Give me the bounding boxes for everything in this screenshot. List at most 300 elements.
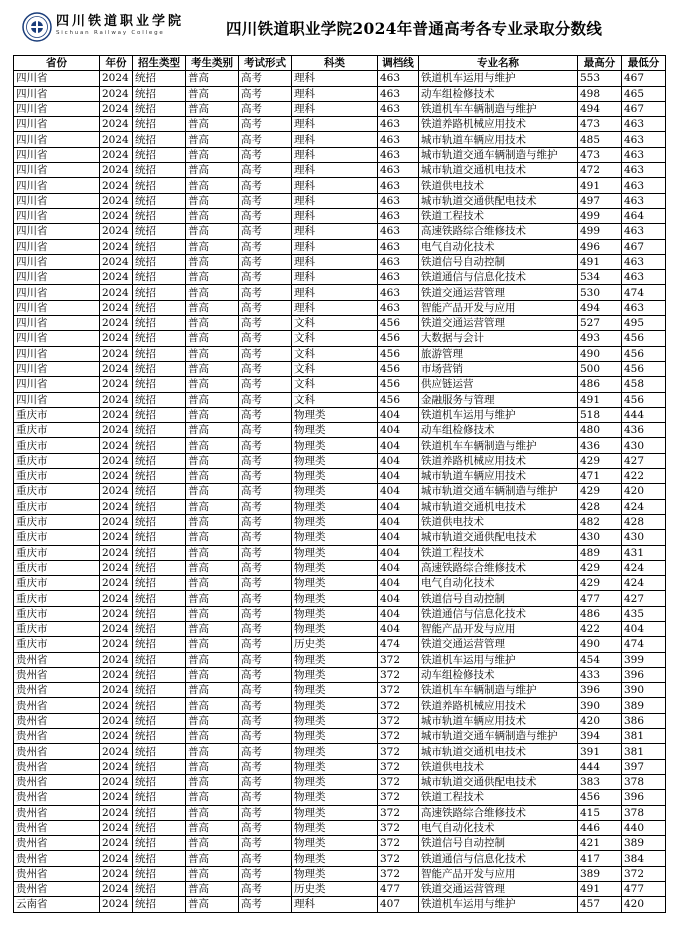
cell-student-category: 普高 [186,86,239,101]
table-row [14,744,666,759]
cell-enroll-type: 统招 [133,392,186,407]
cell-major-name: 铁道供电技术 [419,514,578,529]
cell-cutoff-line: 372 [378,683,419,698]
cell-year: 2024 [100,729,133,744]
table-row [14,423,666,438]
cell-subject-track: 理科 [292,254,378,269]
cell-exam-form: 高考 [239,621,292,636]
cell-enroll-type: 统招 [133,652,186,667]
cell-enroll-type: 统招 [133,163,186,178]
cell-subject-track: 理科 [292,86,378,101]
cell-province: 四川省 [14,361,100,376]
table-row [14,897,666,912]
table-row [14,407,666,422]
cell-max-score: 518 [578,407,622,422]
cell-subject-track: 理科 [292,239,378,254]
column-header-enroll-type: 招生类型 [133,56,186,71]
cell-exam-form: 高考 [239,423,292,438]
table-row [14,300,666,315]
cell-cutoff-line: 372 [378,729,419,744]
college-logo-icon [22,12,52,42]
cell-exam-form: 高考 [239,576,292,591]
cell-exam-form: 高考 [239,744,292,759]
cell-cutoff-line: 404 [378,606,419,621]
cell-major-name: 铁道养路机械应用技术 [419,698,578,713]
cell-enroll-type: 统招 [133,790,186,805]
cell-province: 贵州省 [14,820,100,835]
cell-year: 2024 [100,560,133,575]
table-row [14,667,666,682]
cell-province: 重庆市 [14,453,100,468]
cell-cutoff-line: 463 [378,163,419,178]
cell-enroll-type: 统招 [133,147,186,162]
cell-enroll-type: 统招 [133,698,186,713]
cell-enroll-type: 统招 [133,377,186,392]
cell-subject-track: 理科 [292,208,378,223]
column-header-max-score: 最高分 [578,56,622,71]
cell-min-score: 456 [622,346,666,361]
cell-major-name: 铁道交通运营管理 [419,316,578,331]
cell-year: 2024 [100,698,133,713]
cell-exam-form: 高考 [239,606,292,621]
cell-min-score: 378 [622,805,666,820]
cell-student-category: 普高 [186,392,239,407]
cell-year: 2024 [100,790,133,805]
cell-enroll-type: 统招 [133,438,186,453]
cell-province: 重庆市 [14,469,100,484]
cell-major-name: 智能产品开发与应用 [419,300,578,315]
table-row [14,147,666,162]
cell-min-score: 467 [622,239,666,254]
cell-major-name: 铁道信号自动控制 [419,836,578,851]
cell-enroll-type: 统招 [133,423,186,438]
cell-province: 四川省 [14,377,100,392]
cell-exam-form: 高考 [239,285,292,300]
cell-year: 2024 [100,361,133,376]
cell-major-name: 铁道机车车辆制造与维护 [419,683,578,698]
cell-major-name: 城市轨道交通机电技术 [419,499,578,514]
cell-student-category: 普高 [186,683,239,698]
cell-student-category: 普高 [186,790,239,805]
cell-subject-track: 物理类 [292,667,378,682]
cell-major-name: 铁道机车运用与维护 [419,897,578,912]
cell-min-score: 440 [622,820,666,835]
cell-subject-track: 物理类 [292,820,378,835]
cell-enroll-type: 统招 [133,484,186,499]
cell-exam-form: 高考 [239,224,292,239]
table-row [14,392,666,407]
cell-enroll-type: 统招 [133,637,186,652]
cell-max-score: 396 [578,683,622,698]
cell-year: 2024 [100,254,133,269]
cell-min-score: 463 [622,178,666,193]
cell-student-category: 普高 [186,774,239,789]
cell-min-score: 456 [622,331,666,346]
cell-year: 2024 [100,377,133,392]
cell-cutoff-line: 463 [378,300,419,315]
cell-exam-form: 高考 [239,86,292,101]
cell-cutoff-line: 404 [378,591,419,606]
cell-enroll-type: 统招 [133,132,186,147]
cell-province: 贵州省 [14,759,100,774]
table-row [14,713,666,728]
cell-province: 重庆市 [14,637,100,652]
cell-exam-form: 高考 [239,300,292,315]
cell-max-score: 383 [578,774,622,789]
cell-subject-track: 物理类 [292,774,378,789]
cell-enroll-type: 统招 [133,514,186,529]
table-row [14,866,666,881]
cell-max-score: 429 [578,453,622,468]
table-row [14,86,666,101]
cell-student-category: 普高 [186,361,239,376]
cell-student-category: 普高 [186,576,239,591]
cell-subject-track: 历史类 [292,637,378,652]
cell-province: 四川省 [14,178,100,193]
cell-major-name: 铁道工程技术 [419,790,578,805]
table-row [14,71,666,86]
cell-province: 贵州省 [14,698,100,713]
cell-exam-form: 高考 [239,652,292,667]
cell-major-name: 铁道信号自动控制 [419,254,578,269]
table-row [14,163,666,178]
cell-max-score: 429 [578,560,622,575]
cell-subject-track: 历史类 [292,882,378,897]
cell-cutoff-line: 463 [378,239,419,254]
cell-student-category: 普高 [186,652,239,667]
table-row [14,729,666,744]
cell-max-score: 500 [578,361,622,376]
cell-exam-form: 高考 [239,239,292,254]
cell-province: 四川省 [14,392,100,407]
cell-major-name: 高速铁路综合维修技术 [419,224,578,239]
cell-subject-track: 物理类 [292,514,378,529]
cell-province: 四川省 [14,147,100,162]
cell-student-category: 普高 [186,820,239,835]
cell-province: 重庆市 [14,606,100,621]
cell-subject-track: 理科 [292,300,378,315]
cell-max-score: 421 [578,836,622,851]
cell-cutoff-line: 463 [378,178,419,193]
cell-enroll-type: 统招 [133,346,186,361]
cell-max-score: 491 [578,178,622,193]
cell-min-score: 381 [622,729,666,744]
table-row [14,224,666,239]
cell-min-score: 474 [622,637,666,652]
cell-min-score: 463 [622,300,666,315]
cell-student-category: 普高 [186,331,239,346]
cell-max-score: 391 [578,744,622,759]
cell-year: 2024 [100,438,133,453]
cell-cutoff-line: 404 [378,621,419,636]
cell-province: 四川省 [14,132,100,147]
cell-min-score: 420 [622,897,666,912]
cell-major-name: 铁道通信与信息化技术 [419,606,578,621]
table-row [14,346,666,361]
cell-major-name: 铁道机车运用与维护 [419,652,578,667]
cell-year: 2024 [100,484,133,499]
cell-enroll-type: 统招 [133,729,186,744]
cell-subject-track: 理科 [292,71,378,86]
cell-student-category: 普高 [186,499,239,514]
cell-major-name: 城市轨道交通车辆制造与维护 [419,147,578,162]
cell-subject-track: 理科 [292,132,378,147]
cell-subject-track: 物理类 [292,576,378,591]
cell-year: 2024 [100,346,133,361]
cell-student-category: 普高 [186,239,239,254]
cell-year: 2024 [100,897,133,912]
cell-major-name: 铁道养路机械应用技术 [419,453,578,468]
cell-student-category: 普高 [186,866,239,881]
cell-enroll-type: 统招 [133,117,186,132]
cell-exam-form: 高考 [239,117,292,132]
cell-exam-form: 高考 [239,591,292,606]
cell-major-name: 铁道通信与信息化技术 [419,270,578,285]
cell-min-score: 458 [622,377,666,392]
cell-subject-track: 物理类 [292,560,378,575]
cell-student-category: 普高 [186,805,239,820]
table-row [14,851,666,866]
cell-max-score: 473 [578,117,622,132]
cell-min-score: 463 [622,270,666,285]
cell-cutoff-line: 474 [378,637,419,652]
cell-enroll-type: 统招 [133,285,186,300]
cell-year: 2024 [100,407,133,422]
cell-student-category: 普高 [186,132,239,147]
cell-year: 2024 [100,866,133,881]
cell-year: 2024 [100,270,133,285]
cell-major-name: 铁道信号自动控制 [419,591,578,606]
cell-exam-form: 高考 [239,101,292,116]
cell-cutoff-line: 477 [378,882,419,897]
cell-student-category: 普高 [186,316,239,331]
cell-year: 2024 [100,683,133,698]
cell-enroll-type: 统招 [133,667,186,682]
cell-enroll-type: 统招 [133,836,186,851]
table-row [14,530,666,545]
cell-min-score: 463 [622,147,666,162]
cell-cutoff-line: 404 [378,514,419,529]
cell-province: 云南省 [14,897,100,912]
cell-province: 四川省 [14,117,100,132]
cell-cutoff-line: 372 [378,790,419,805]
cell-max-score: 472 [578,163,622,178]
cell-enroll-type: 统招 [133,407,186,422]
cell-subject-track: 物理类 [292,683,378,698]
cell-min-score: 396 [622,667,666,682]
table-row [14,652,666,667]
cell-min-score: 463 [622,254,666,269]
cell-min-score: 435 [622,606,666,621]
cell-cutoff-line: 404 [378,560,419,575]
cell-exam-form: 高考 [239,514,292,529]
cell-subject-track: 物理类 [292,652,378,667]
cell-student-category: 普高 [186,423,239,438]
cell-enroll-type: 统招 [133,86,186,101]
cell-year: 2024 [100,132,133,147]
cell-max-score: 491 [578,392,622,407]
cell-province: 四川省 [14,163,100,178]
cell-max-score: 390 [578,698,622,713]
cell-province: 贵州省 [14,729,100,744]
cell-exam-form: 高考 [239,254,292,269]
cell-student-category: 普高 [186,163,239,178]
cell-province: 贵州省 [14,667,100,682]
cell-enroll-type: 统招 [133,713,186,728]
cell-subject-track: 理科 [292,178,378,193]
cell-min-score: 389 [622,698,666,713]
table-row [14,469,666,484]
cell-max-score: 534 [578,270,622,285]
cell-subject-track: 理科 [292,101,378,116]
cell-subject-track: 理科 [292,193,378,208]
cell-enroll-type: 统招 [133,851,186,866]
cell-year: 2024 [100,545,133,560]
cell-enroll-type: 统招 [133,254,186,269]
cell-cutoff-line: 463 [378,86,419,101]
table-row [14,637,666,652]
cell-min-score: 427 [622,591,666,606]
cell-student-category: 普高 [186,117,239,132]
cell-max-score: 436 [578,438,622,453]
cell-min-score: 422 [622,469,666,484]
cell-province: 贵州省 [14,713,100,728]
cell-cutoff-line: 463 [378,224,419,239]
cell-max-score: 493 [578,331,622,346]
cell-province: 贵州省 [14,790,100,805]
cell-student-category: 普高 [186,637,239,652]
cell-year: 2024 [100,805,133,820]
cell-exam-form: 高考 [239,637,292,652]
cell-min-score: 477 [622,882,666,897]
cell-cutoff-line: 372 [378,866,419,881]
cell-cutoff-line: 404 [378,530,419,545]
cell-exam-form: 高考 [239,377,292,392]
table-row [14,178,666,193]
cell-enroll-type: 统招 [133,882,186,897]
column-header-province: 省份 [14,56,100,71]
cell-cutoff-line: 463 [378,285,419,300]
cell-student-category: 普高 [186,300,239,315]
cell-min-score: 424 [622,499,666,514]
cell-province: 重庆市 [14,514,100,529]
cell-max-score: 499 [578,208,622,223]
cell-min-score: 430 [622,438,666,453]
cell-province: 贵州省 [14,836,100,851]
cell-max-score: 527 [578,316,622,331]
cell-min-score: 420 [622,484,666,499]
cell-cutoff-line: 407 [378,897,419,912]
cell-max-score: 496 [578,239,622,254]
table-row [14,254,666,269]
cell-exam-form: 高考 [239,851,292,866]
cell-exam-form: 高考 [239,163,292,178]
cell-min-score: 464 [622,208,666,223]
cell-province: 四川省 [14,300,100,315]
cell-year: 2024 [100,652,133,667]
cell-max-score: 490 [578,346,622,361]
cell-cutoff-line: 372 [378,698,419,713]
cell-province: 重庆市 [14,576,100,591]
cell-major-name: 市场营销 [419,361,578,376]
cell-exam-form: 高考 [239,683,292,698]
cell-exam-form: 高考 [239,453,292,468]
cell-max-score: 553 [578,71,622,86]
cell-year: 2024 [100,576,133,591]
cell-major-name: 铁道机车车辆制造与维护 [419,101,578,116]
cell-subject-track: 理科 [292,224,378,239]
column-header-cutoff-line: 调档线 [378,56,419,71]
cell-year: 2024 [100,147,133,162]
cell-student-category: 普高 [186,530,239,545]
cell-province: 重庆市 [14,530,100,545]
cell-min-score: 463 [622,193,666,208]
cell-year: 2024 [100,239,133,254]
cell-student-category: 普高 [186,469,239,484]
cell-enroll-type: 统招 [133,316,186,331]
cell-cutoff-line: 456 [378,361,419,376]
cell-exam-form: 高考 [239,132,292,147]
cell-province: 贵州省 [14,805,100,820]
cell-min-score: 456 [622,392,666,407]
cell-enroll-type: 统招 [133,820,186,835]
table-row [14,591,666,606]
cell-major-name: 动车组检修技术 [419,423,578,438]
cell-cutoff-line: 463 [378,117,419,132]
cell-cutoff-line: 372 [378,667,419,682]
cell-max-score: 480 [578,423,622,438]
college-wordmark [56,14,206,37]
cell-student-category: 普高 [186,851,239,866]
cell-subject-track: 物理类 [292,469,378,484]
cell-cutoff-line: 372 [378,744,419,759]
cell-major-name: 智能产品开发与应用 [419,621,578,636]
cell-cutoff-line: 372 [378,759,419,774]
table-row [14,285,666,300]
cell-major-name: 智能产品开发与应用 [419,866,578,881]
cell-min-score: 431 [622,545,666,560]
cell-cutoff-line: 372 [378,713,419,728]
cell-province: 贵州省 [14,851,100,866]
cell-min-score: 456 [622,361,666,376]
cell-exam-form: 高考 [239,147,292,162]
cell-cutoff-line: 404 [378,453,419,468]
cell-subject-track: 物理类 [292,851,378,866]
cell-min-score: 404 [622,621,666,636]
cell-cutoff-line: 456 [378,331,419,346]
cell-year: 2024 [100,224,133,239]
cell-cutoff-line: 404 [378,499,419,514]
cell-major-name: 城市轨道交通车辆制造与维护 [419,729,578,744]
cell-year: 2024 [100,453,133,468]
cell-max-score: 444 [578,759,622,774]
cell-major-name: 铁道交通运营管理 [419,637,578,652]
cell-major-name: 旅游管理 [419,346,578,361]
cell-subject-track: 物理类 [292,744,378,759]
cell-province: 四川省 [14,224,100,239]
cell-enroll-type: 统招 [133,71,186,86]
cell-subject-track: 文科 [292,346,378,361]
cell-cutoff-line: 404 [378,438,419,453]
cell-student-category: 普高 [186,377,239,392]
cell-year: 2024 [100,117,133,132]
cell-cutoff-line: 463 [378,208,419,223]
cell-max-score: 389 [578,866,622,881]
table-row [14,774,666,789]
cell-enroll-type: 统招 [133,759,186,774]
cell-subject-track: 物理类 [292,790,378,805]
table-row [14,361,666,376]
